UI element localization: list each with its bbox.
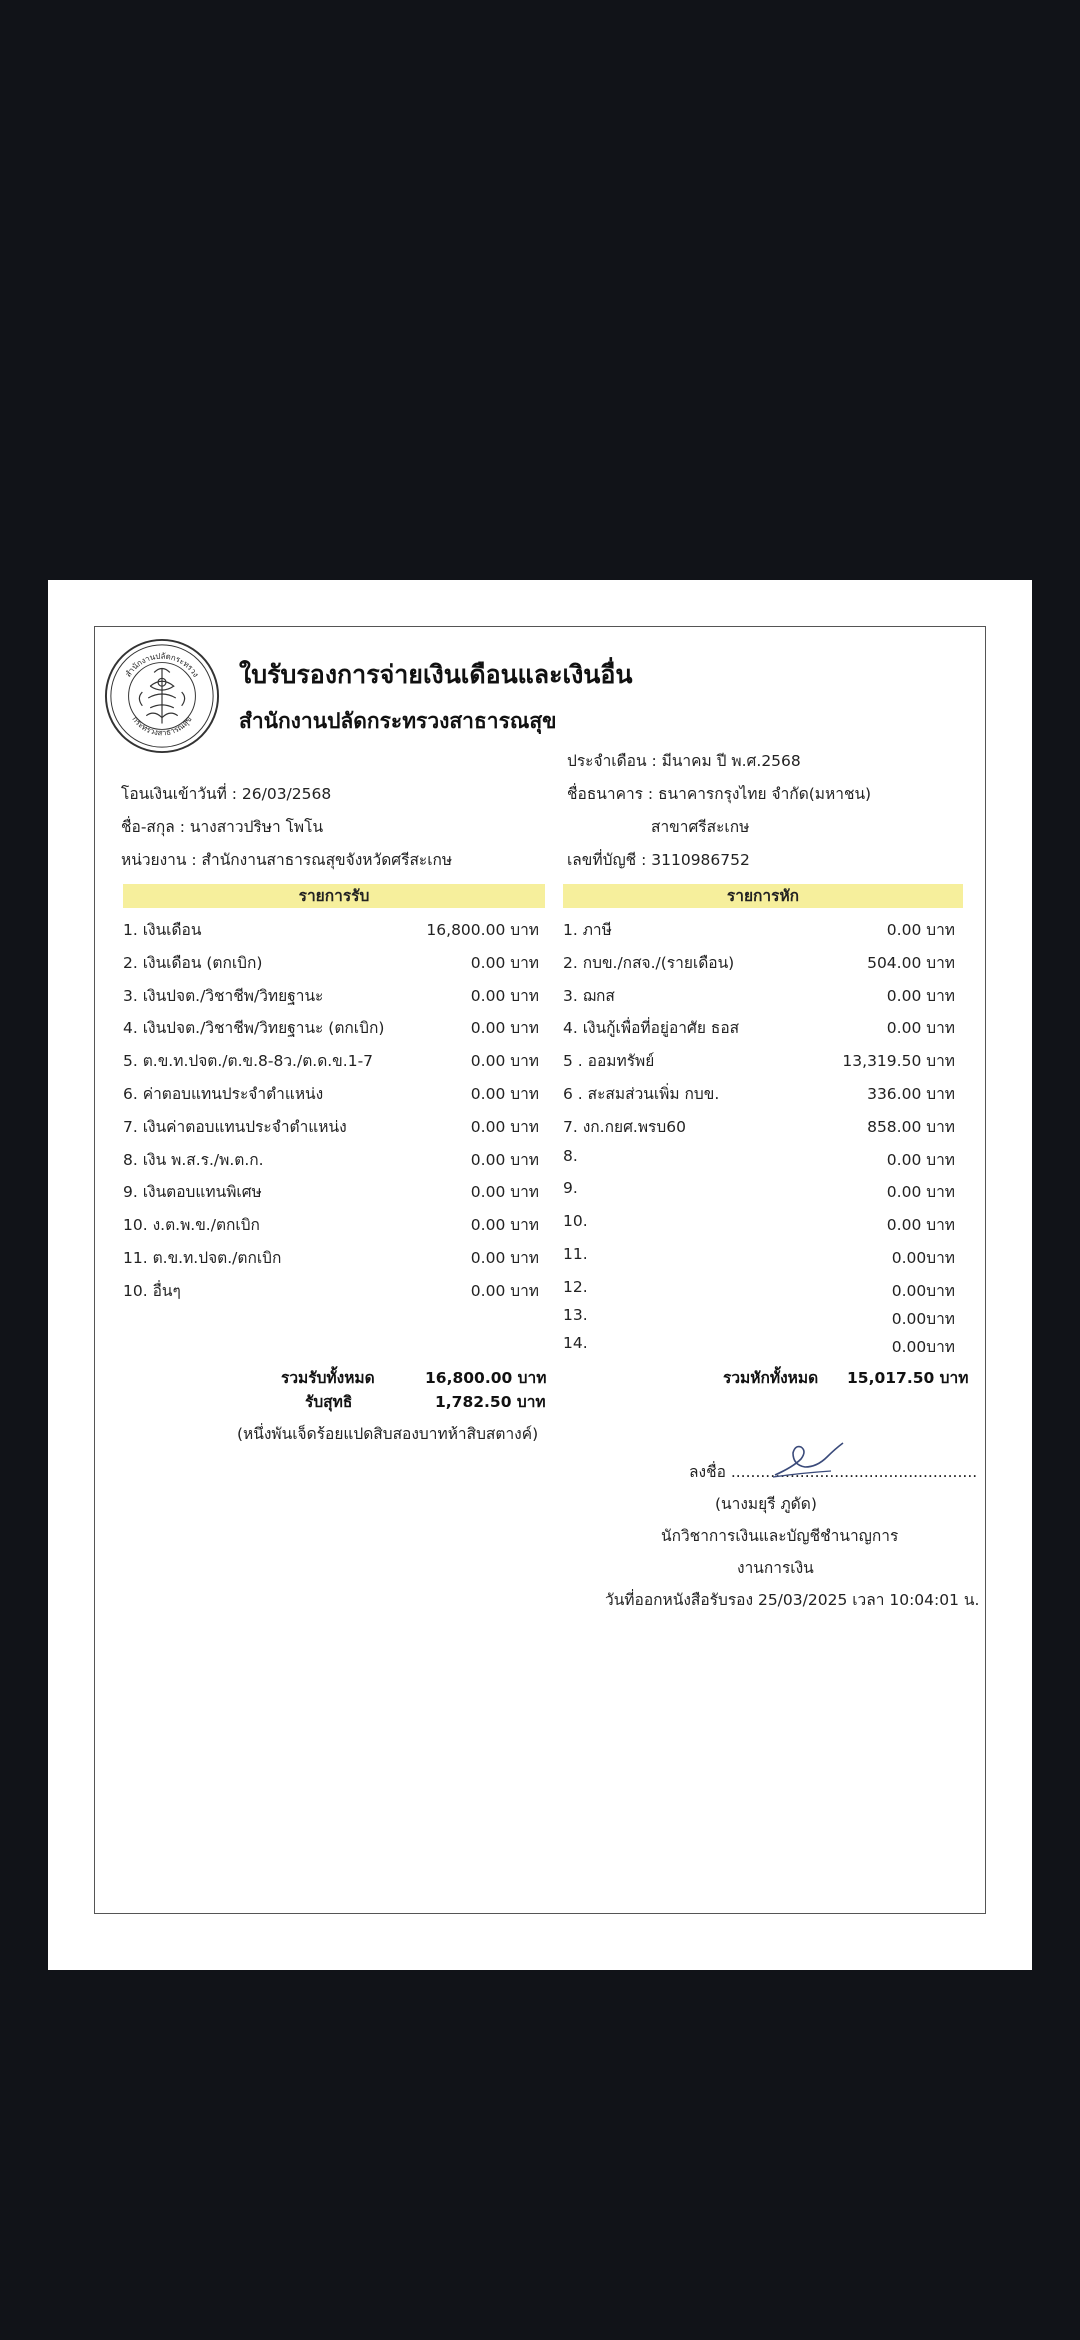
income-value: 0.00 บาท — [470, 1117, 539, 1136]
list-item — [563, 950, 955, 983]
income-value: 0.00 บาท — [470, 1248, 539, 1267]
list-item — [123, 983, 539, 1016]
income-value: 0.00 บาท — [470, 1216, 539, 1235]
signature-line: ลงชื่อ .................................................. — [689, 1463, 978, 1481]
deduction-label: 14. — [563, 1333, 588, 1352]
list-item — [123, 1147, 539, 1180]
income-label: 2. เงินเดือน (ตกเบิก) — [123, 953, 263, 972]
income-label: 5. ต.ข.ท.ปจต./ต.ข.8-8ว./ต.ด.ข.1-7 — [123, 1052, 374, 1071]
net-pay-words: (หนึ่งพันเจ็ดร้อยแปดสิบสองบาทห้าสิบสตางค์) — [237, 1425, 539, 1443]
deduction-label: 10. — [563, 1212, 588, 1231]
signature-mark-icon — [771, 1437, 847, 1481]
list-item — [123, 1015, 539, 1048]
deduction-list — [563, 917, 955, 1362]
issue-timestamp: วันที่ออกหนังสือรับรอง 25/03/2025 เวลา 10:04:01 น. — [605, 1591, 980, 1609]
deduction-total-value: 15,017.50 บาท — [847, 1369, 969, 1387]
list-item — [123, 917, 539, 950]
income-value: 0.00 บาท — [470, 986, 539, 1005]
list-item — [563, 1048, 955, 1081]
income-label: 4. เงินปจต./วิชาชีพ/วิทยฐานะ (ตกเบิก) — [123, 1019, 385, 1038]
income-label: 10. ง.ต.พ.ข./ตกเบิก — [123, 1216, 260, 1235]
net-pay-value: 1,782.50 บาท — [435, 1393, 546, 1411]
income-value: 16,800.00 บาท — [426, 921, 539, 939]
pay-period: ประจำเดือน : มีนาคม ปี พ.ศ.2568 — [567, 752, 801, 770]
income-value: 0.00 บาท — [470, 1281, 539, 1300]
list-item — [563, 1306, 955, 1334]
list-item — [563, 1081, 955, 1114]
list-item — [563, 917, 955, 950]
income-label: 6. ค่าตอบแทนประจำตำแหน่ง — [123, 1084, 324, 1103]
list-item — [123, 950, 539, 983]
deduction-value: 13,319.50 บาท — [842, 1052, 955, 1071]
net-pay-label: รับสุทธิ — [305, 1393, 353, 1411]
document-title: ใบรับรองการจ่ายเงินเดือนและเงินอื่น — [239, 660, 633, 689]
deduction-label: 12. — [563, 1277, 588, 1296]
list-item — [123, 1048, 539, 1081]
list-item — [563, 1245, 955, 1278]
deduction-label: 7. งก.กยศ.พรบ60 — [563, 1117, 686, 1136]
signer-department: งานการเงิน — [737, 1559, 814, 1577]
income-label: 8. เงิน พ.ส.ร./พ.ต.ก. — [123, 1150, 264, 1169]
deduction-label: 1. ภาษี — [563, 921, 612, 939]
list-item — [123, 1114, 539, 1147]
deduction-value: 0.00บาท — [891, 1337, 955, 1356]
income-value: 0.00 บาท — [470, 1052, 539, 1071]
deduction-total-label: รวมหักทั้งหมด — [723, 1369, 819, 1387]
deduction-label: 3. ฌกส — [563, 986, 615, 1005]
deduction-value: 0.00 บาท — [886, 986, 955, 1005]
income-value: 0.00 บาท — [470, 1150, 539, 1169]
deduction-label: 8. — [563, 1146, 578, 1165]
income-label: 1. เงินเดือน — [123, 921, 202, 939]
deduction-label: 4. เงินกู้เพื่อที่อยู่อาศัย ธอส — [563, 1019, 740, 1038]
deduction-label: 11. — [563, 1244, 588, 1263]
income-value: 0.00 บาท — [470, 1183, 539, 1202]
list-item — [123, 1245, 539, 1278]
document-frame — [94, 626, 986, 1914]
deduction-value: 0.00บาท — [891, 1248, 955, 1267]
deduction-label: 9. — [563, 1179, 578, 1198]
list-item — [563, 1147, 955, 1180]
deduction-value: 0.00บาท — [891, 1309, 955, 1328]
deduction-value: 504.00 บาท — [867, 953, 955, 972]
income-value: 0.00 บาท — [470, 953, 539, 972]
signer-position: นักวิชาการเงินและบัญชีชำนาญการ — [661, 1527, 899, 1545]
list-item — [563, 1179, 955, 1212]
list-item — [123, 1278, 539, 1311]
ministry-seal-icon — [103, 637, 221, 755]
deduction-value: 858.00 บาท — [867, 1117, 955, 1136]
account-number: เลขที่บัญชี : 3110986752 — [567, 851, 750, 869]
income-label: 7. เงินค่าตอบแทนประจำตำแหน่ง — [123, 1117, 347, 1136]
list-item — [563, 1278, 955, 1306]
income-total-label: รวมรับทั้งหมด — [281, 1369, 375, 1387]
bank-branch: สาขาศรีสะเกษ — [651, 818, 750, 836]
list-item — [563, 1334, 955, 1362]
deduction-label: 2. กบข./กสจ./(รายเดือน) — [563, 953, 735, 972]
list-item — [123, 1212, 539, 1245]
bank-name: ชื่อธนาคาร : ธนาคารกรุงไทย จำกัด(มหาชน) — [567, 785, 872, 803]
income-total-value: 16,800.00 บาท — [425, 1369, 547, 1387]
seal-text-bottom: กระทรวงสาธารณสุข — [130, 714, 194, 738]
signer-name: (นางมยุรี ภูดัด) — [715, 1495, 817, 1513]
income-list — [123, 917, 539, 1311]
deduction-value: 0.00 บาท — [886, 1216, 955, 1235]
employee-name: ชื่อ-สกุล : นางสาวปริษา โพโน — [121, 818, 324, 836]
deduction-label: 5 . ออมทรัพย์ — [563, 1052, 655, 1071]
document-subtitle: สำนักงานปลัดกระทรวงสาธารณสุข — [239, 709, 557, 733]
list-item — [123, 1179, 539, 1212]
seal-text-top: สำนักงานปลัดกระทรวง — [123, 651, 201, 679]
list-item — [563, 1015, 955, 1048]
income-label: 10. อื่นๆ — [123, 1281, 181, 1300]
deduction-value: 0.00 บาท — [886, 1183, 955, 1202]
certificate-paper — [48, 580, 1032, 1970]
work-unit: หน่วยงาน : สำนักงานสาธารณสุขจังหวัดศรีสะเกษ — [121, 851, 453, 869]
deduction-value: 336.00 บาท — [867, 1084, 955, 1103]
list-item — [563, 983, 955, 1016]
deduction-value: 0.00 บาท — [886, 1019, 955, 1038]
deduction-heading: รายการหัก — [563, 884, 963, 908]
deduction-label: 6 . สะสมส่วนเพิ่ม กบข. — [563, 1084, 720, 1103]
list-item — [563, 1114, 955, 1147]
deduction-value: 0.00บาท — [891, 1281, 955, 1300]
transfer-date: โอนเงินเข้าวันที่ : 26/03/2568 — [121, 785, 332, 803]
deduction-value: 0.00 บาท — [886, 1150, 955, 1169]
income-heading: รายการรับ — [123, 884, 545, 908]
deduction-value: 0.00 บาท — [886, 921, 955, 939]
income-label: 3. เงินปจต./วิชาชีพ/วิทยฐานะ — [123, 986, 324, 1005]
list-item — [563, 1212, 955, 1245]
list-item — [123, 1081, 539, 1114]
income-label: 11. ต.ข.ท.ปจต./ตกเบิก — [123, 1248, 282, 1267]
income-value: 0.00 บาท — [470, 1019, 539, 1038]
income-label: 9. เงินตอบแทนพิเศษ — [123, 1183, 262, 1202]
income-value: 0.00 บาท — [470, 1084, 539, 1103]
deduction-label: 13. — [563, 1305, 588, 1324]
